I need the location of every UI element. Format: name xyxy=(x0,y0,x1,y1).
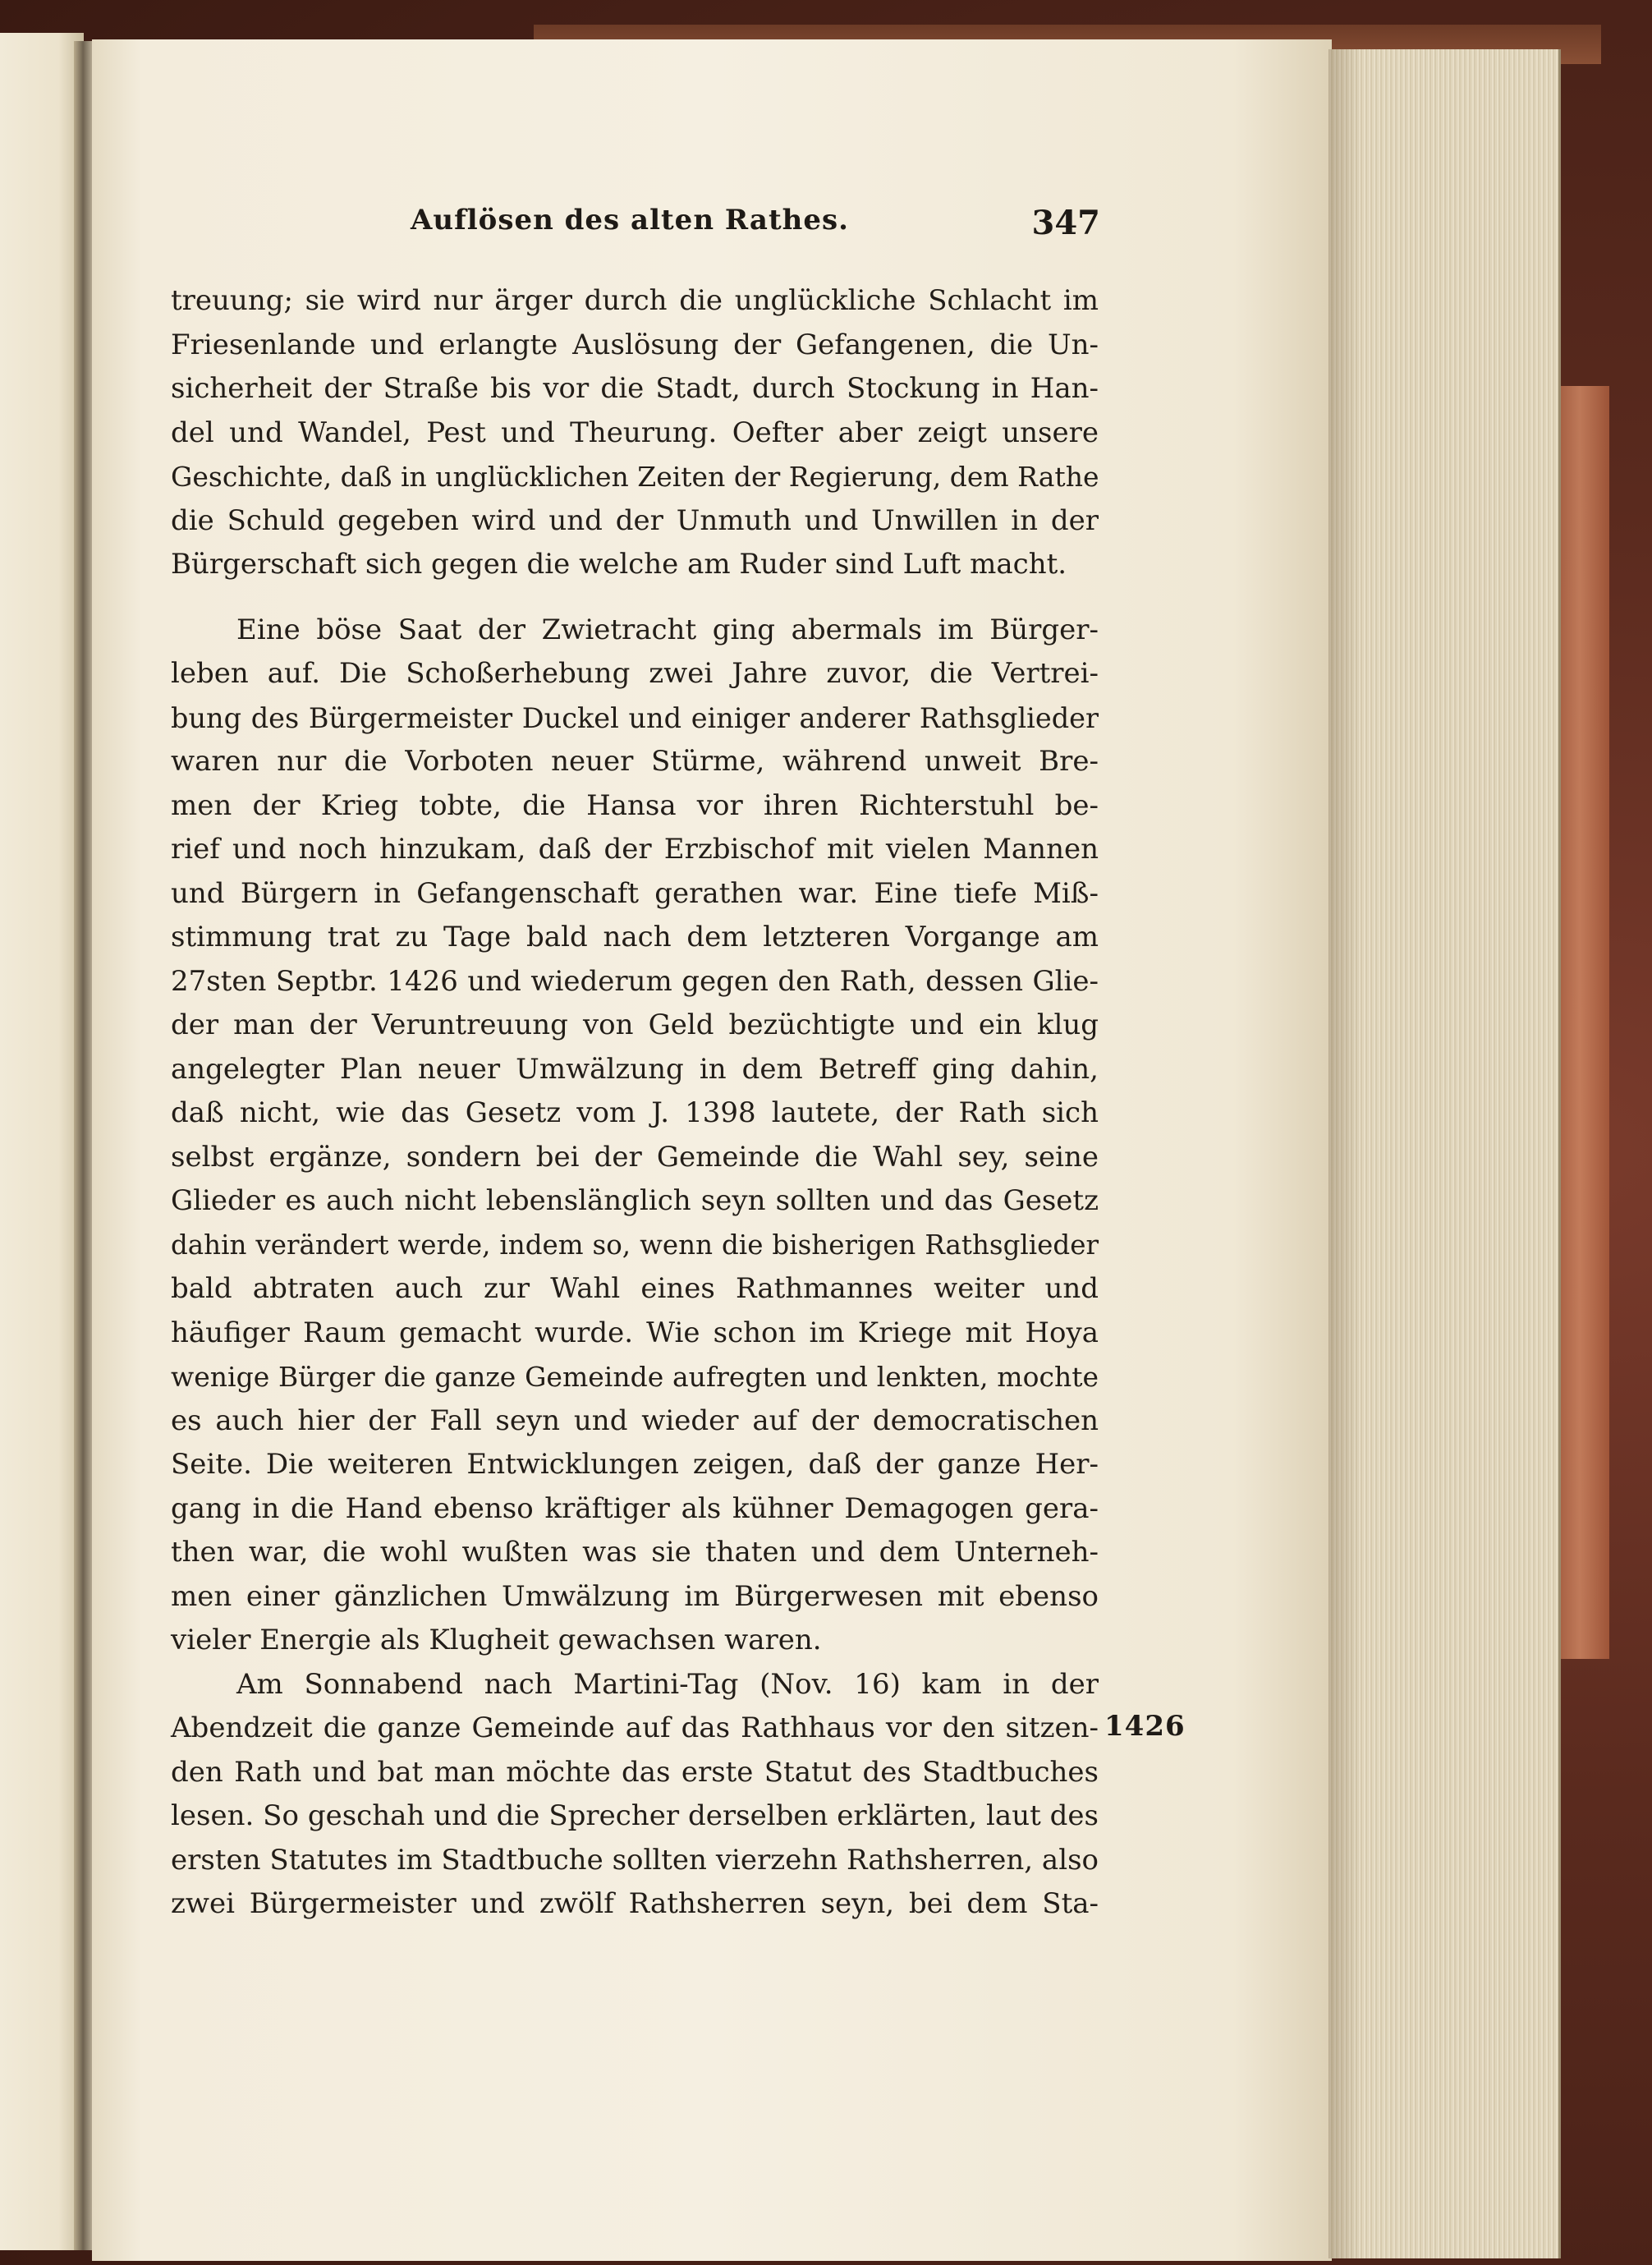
previous-page-edge xyxy=(0,33,84,2250)
text-line: angelegter Plan neuer Umwälzung in dem Betreff ging dahin, xyxy=(171,1052,1099,1086)
text-line: bung des Bürgermeister Duckel und einiger anderer Rathsglieder xyxy=(171,701,1099,734)
text-line: treuung; sie wird nur ärger durch die unglückliche Schlacht im xyxy=(171,284,1099,317)
text-line: ersten Statutes im Stadtbuche sollten vierzehn Rathsherren, also xyxy=(171,1843,1099,1877)
text-line: zwei Bürgermeister und zwölf Rathsherren seyn, bei dem Sta- xyxy=(171,1887,1099,1920)
text-line: Geschichte, daß in unglücklichen Zeiten der Regierung, dem Rathe xyxy=(171,461,1099,493)
text-line: vieler Energie als Klugheit gewachsen waren. xyxy=(171,1624,822,1656)
text-line: wenige Bürger die ganze Gemeinde aufregten und lenkten, mochte xyxy=(171,1361,1099,1393)
text-line: und Bürgern in Gefangenschaft gerathen war. Eine tiefe Miß- xyxy=(171,876,1099,910)
page-header xyxy=(411,204,1100,253)
text-line: der man der Veruntreuung von Geld bezüchtigte und ein klug xyxy=(171,1008,1099,1041)
text-line: 27sten Septbr. 1426 und wiederum gegen den Rath, dessen Glie- xyxy=(171,964,1099,998)
text-line: selbst ergänze, sondern bei der Gemeinde die Wahl sey, seine xyxy=(171,1140,1099,1174)
text-line: sicherheit der Straße bis vor die Stadt, durch Stockung in Han- xyxy=(171,372,1099,405)
text-line: Am Sonnabend nach Martini-Tag (Nov. 16) kam in der xyxy=(236,1667,1099,1701)
page-fore-edge xyxy=(1328,49,1561,2258)
text-line: Bürgerschaft sich gegen die welche am Ruder sind Luft macht. xyxy=(171,548,1067,581)
bookmark-ribbon xyxy=(1560,386,1609,1659)
margin-year-note: 1426 xyxy=(1104,1710,1186,1743)
text-line: lesen. So geschah und die Sprecher derselben erklärten, laut des xyxy=(171,1799,1099,1832)
text-line: rief und noch hinzukam, daß der Erzbischof mit vielen Mannen xyxy=(171,833,1099,866)
text-line: Eine böse Saat der Zwietracht ging abermals im Bürger- xyxy=(236,613,1099,646)
page-number: 347 xyxy=(1031,204,1100,242)
text-line: den Rath und bat man möchte das erste Statut des Stadtbuches xyxy=(171,1755,1099,1789)
text-line: men einer gänzlichen Umwälzung im Bürgerwesen mit ebenso xyxy=(171,1579,1099,1613)
text-line: then war, die wohl wußten was sie thaten und dem Unterneh- xyxy=(171,1536,1099,1569)
text-line: Friesenlande und erlangte Auslösung der Gefangenen, die Un- xyxy=(171,328,1099,361)
text-line: dahin verändert werde, indem so, wenn die bisherigen Rathsglieder xyxy=(171,1229,1099,1261)
text-line: stimmung trat zu Tage bald nach dem letzteren Vorgange am xyxy=(171,921,1099,953)
text-line: waren nur die Vorboten neuer Stürme, während unweit Bre- xyxy=(171,745,1099,778)
text-line: men der Krieg tobte, die Hansa vor ihren Richterstuhl be- xyxy=(171,788,1099,822)
text-line: daß nicht, wie das Gesetz vom J. 1398 lautete, der Rath sich xyxy=(171,1096,1099,1129)
text-line: häufiger Raum gemacht wurde. Wie schon im Kriege mit Hoya xyxy=(171,1316,1099,1349)
body-text xyxy=(171,279,1099,1927)
fore-edge-shadow xyxy=(1328,49,1361,2258)
text-line: del und Wandel, Pest und Theurung. Oefter aber zeigt unsere xyxy=(171,416,1099,449)
running-head: Auflösen des alten Rathes. xyxy=(411,204,849,237)
text-line: es auch hier der Fall seyn und wieder auf der democratischen xyxy=(171,1404,1099,1437)
text-line: Abendzeit die ganze Gemeinde auf das Rathhaus vor den sitzen- xyxy=(171,1711,1099,1744)
text-line: die Schuld gegeben wird und der Unmuth und Unwillen in der xyxy=(171,503,1099,537)
text-line: gang in die Hand ebenso kräftiger als kühner Demagogen gera- xyxy=(171,1491,1099,1525)
text-line: Seite. Die weiteren Entwicklungen zeigen, daß der ganze Her- xyxy=(171,1448,1099,1481)
text-line: Glieder es auch nicht lebenslänglich seyn sollten und das Gesetz xyxy=(171,1184,1099,1217)
text-line: leben auf. Die Schoßerhebung zwei Jahre zuvor, die Vertrei- xyxy=(171,657,1099,690)
text-line: bald abtraten auch zur Wahl eines Rathmannes weiter und xyxy=(171,1272,1099,1305)
